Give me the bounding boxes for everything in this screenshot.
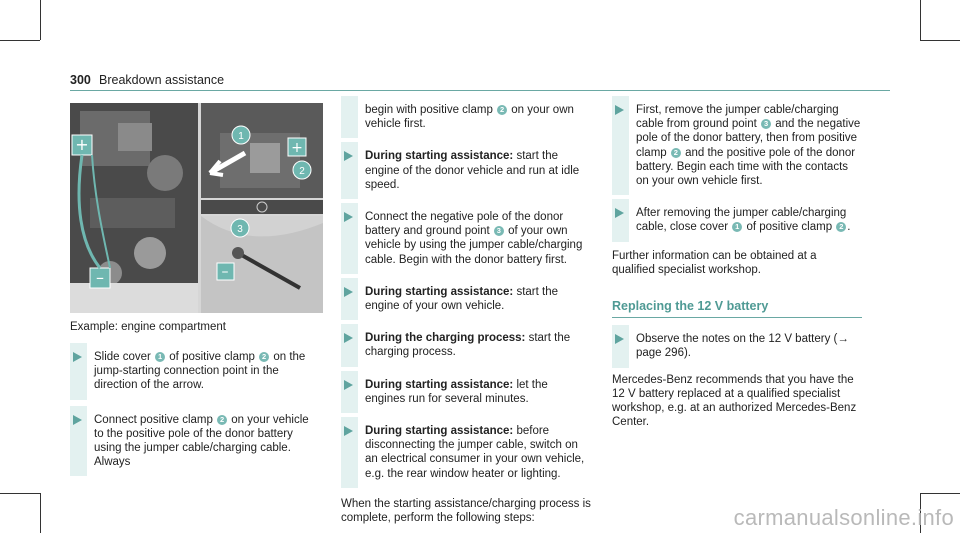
page-title: Breakdown assistance xyxy=(99,73,225,87)
step-continued: begin with positive clamp 2 on your own vehicle first. xyxy=(341,103,591,131)
callout-3: 3 xyxy=(237,224,243,235)
column-3 xyxy=(612,103,862,439)
section-title: Replacing the 12 V battery xyxy=(612,299,769,314)
step-arrow-icon xyxy=(344,426,353,436)
paragraph-when-complete: When the starting assistance/charging process is complete, perform the following steps: xyxy=(341,497,591,525)
step-observe-notes: Observe the notes on the 12 V battery (→ page 296). xyxy=(612,332,862,360)
engine-compartment-illustration xyxy=(70,103,323,313)
svg-text:+: + xyxy=(75,135,89,154)
section-rule xyxy=(612,317,862,318)
page-number: 300 xyxy=(70,73,91,87)
column-1 xyxy=(70,350,320,481)
step-arrow-icon xyxy=(73,415,82,425)
step-arrow-icon xyxy=(344,333,353,343)
step-consumer: During starting assistance: before disconnecting the jumper cable, switch on an electrical consumer in your own vehicle, e.g. the rear window heater or lighting. xyxy=(341,424,591,481)
callout-1: 1 xyxy=(238,131,244,142)
paragraph-further-info: Further information can be obtained at a qualified specialist workshop. xyxy=(612,249,817,276)
page-ref-arrow-icon: → xyxy=(837,333,849,346)
step-connect-negative: Connect the negative pole of the donor battery and ground point 3 of your own vehicle by using the jumper cable/charging cable. Begin with the donor battery first. xyxy=(341,210,591,267)
step-start-own: During starting assistance: start the engine of your own vehicle. xyxy=(341,285,591,313)
svg-text:–: – xyxy=(221,264,229,280)
step-arrow-icon xyxy=(344,212,353,222)
step-arrow-icon xyxy=(73,352,82,362)
svg-text:–: – xyxy=(96,268,104,287)
column-2 xyxy=(341,103,591,535)
step-arrow-icon xyxy=(344,380,353,390)
watermark: carmanualsonline.info xyxy=(733,505,954,530)
step-slide-cover: Slide cover 1 of positive clamp 2 on the jump-starting connection point in the direction of the arrow. xyxy=(70,350,320,393)
callout-2: 2 xyxy=(299,166,305,177)
step-connect-positive: Connect positive clamp 2 on your vehicle to the positive pole of the donor battery using the jumper cable/charging cable. Always xyxy=(70,413,320,470)
step-arrow-icon xyxy=(344,151,353,161)
paragraph-recommendation: Mercedes-Benz recommends that you have the 12 V battery replaced at a qualified specialist workshop, e.g. at an authorized Mercedes-Benz Center. xyxy=(612,373,857,429)
step-arrow-icon xyxy=(615,334,624,344)
step-arrow-icon xyxy=(615,105,624,115)
svg-text:+: + xyxy=(291,140,303,156)
step-charging: During the charging process: start the charging process. xyxy=(341,331,591,359)
step-start-donor: During starting assistance: start the engine of the donor vehicle and run at idle speed. xyxy=(341,149,591,192)
header-rule xyxy=(70,90,890,91)
step-arrow-icon xyxy=(344,287,353,297)
step-arrow-icon xyxy=(615,208,624,218)
step-remove-cable: First, remove the jumper cable/charging cable from ground point 3 and the negative pole of the donor battery, then from positive clamp 2 and the positive pole of the donor battery. Begin each time with the contacts on your own vehicle first. xyxy=(612,103,862,188)
step-run-engines: During starting assistance: let the engines run for several minutes. xyxy=(341,378,591,406)
figure-caption: Example: engine compartment xyxy=(70,321,226,333)
step-close-cover: After removing the jumper cable/charging cable, close cover 1 of positive clamp 2 . xyxy=(612,206,862,234)
